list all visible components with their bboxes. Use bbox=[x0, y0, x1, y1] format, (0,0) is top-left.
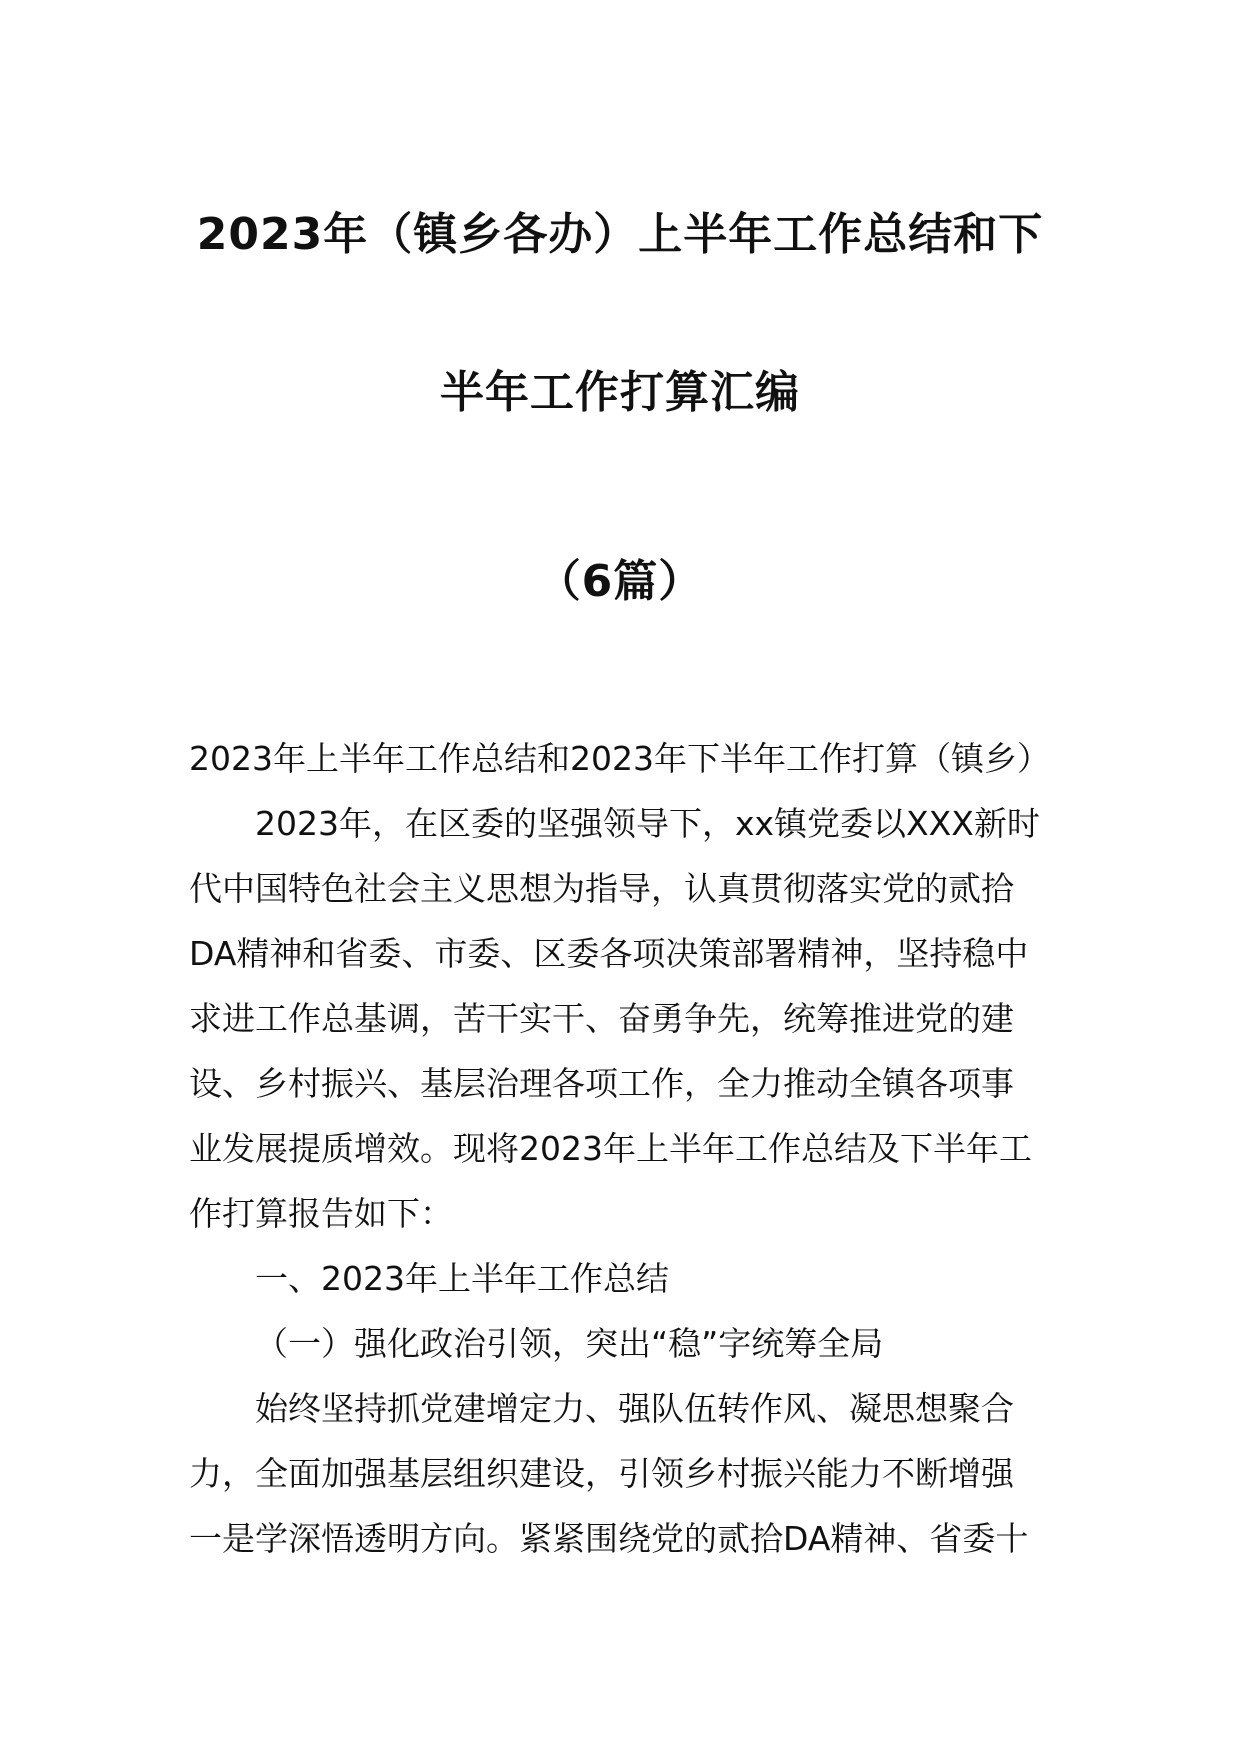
paragraph-line: 业发展提质增效。现将2023年上半年工作总结及下半年工 bbox=[189, 1129, 1032, 1168]
document-title-line-2: 半年工作打算汇编 bbox=[440, 367, 800, 418]
document-title-count: （6篇） bbox=[536, 556, 704, 607]
paragraph-line: 代中国特色社会主义思想为指导，认真贯彻落实党的贰拾 bbox=[189, 869, 1014, 908]
paragraph-line: 作打算报告如下： bbox=[189, 1194, 453, 1233]
paragraph-line: 始终坚持抓党建增定力、强队伍转作风、凝思想聚合 bbox=[255, 1389, 1014, 1428]
outline-heading-1: 一、2023年上半年工作总结 bbox=[255, 1259, 669, 1298]
outline-heading-2: （一）强化政治引领，突出“稳”字统筹全局 bbox=[255, 1324, 884, 1363]
section-heading: 2023年上半年工作总结和2023年下半年工作打算（镇乡） bbox=[189, 739, 1050, 778]
paragraph-line: 设、乡村振兴、基层治理各项工作，全力推动全镇各项事 bbox=[189, 1064, 1014, 1103]
paragraph-line: 2023年，在区委的坚强领导下，xx镇党委以XXX新时 bbox=[255, 804, 1040, 843]
document-title-line-1: 2023年（镇乡各办）上半年工作总结和下 bbox=[196, 209, 1044, 260]
paragraph-line: 求进工作总基调，苦干实干、奋勇争先，统筹推进党的建 bbox=[189, 999, 1014, 1038]
paragraph-line: DA精神和省委、市委、区委各项决策部署精神，坚持稳中 bbox=[189, 934, 1029, 973]
paragraph-line: 力，全面加强基层组织建设，引领乡村振兴能力不断增强 bbox=[189, 1454, 1014, 1493]
document-body bbox=[189, 726, 1055, 1571]
paragraph-line: 一是学深悟透明方向。紧紧围绕党的贰拾DA精神、省委十 bbox=[189, 1519, 1029, 1558]
